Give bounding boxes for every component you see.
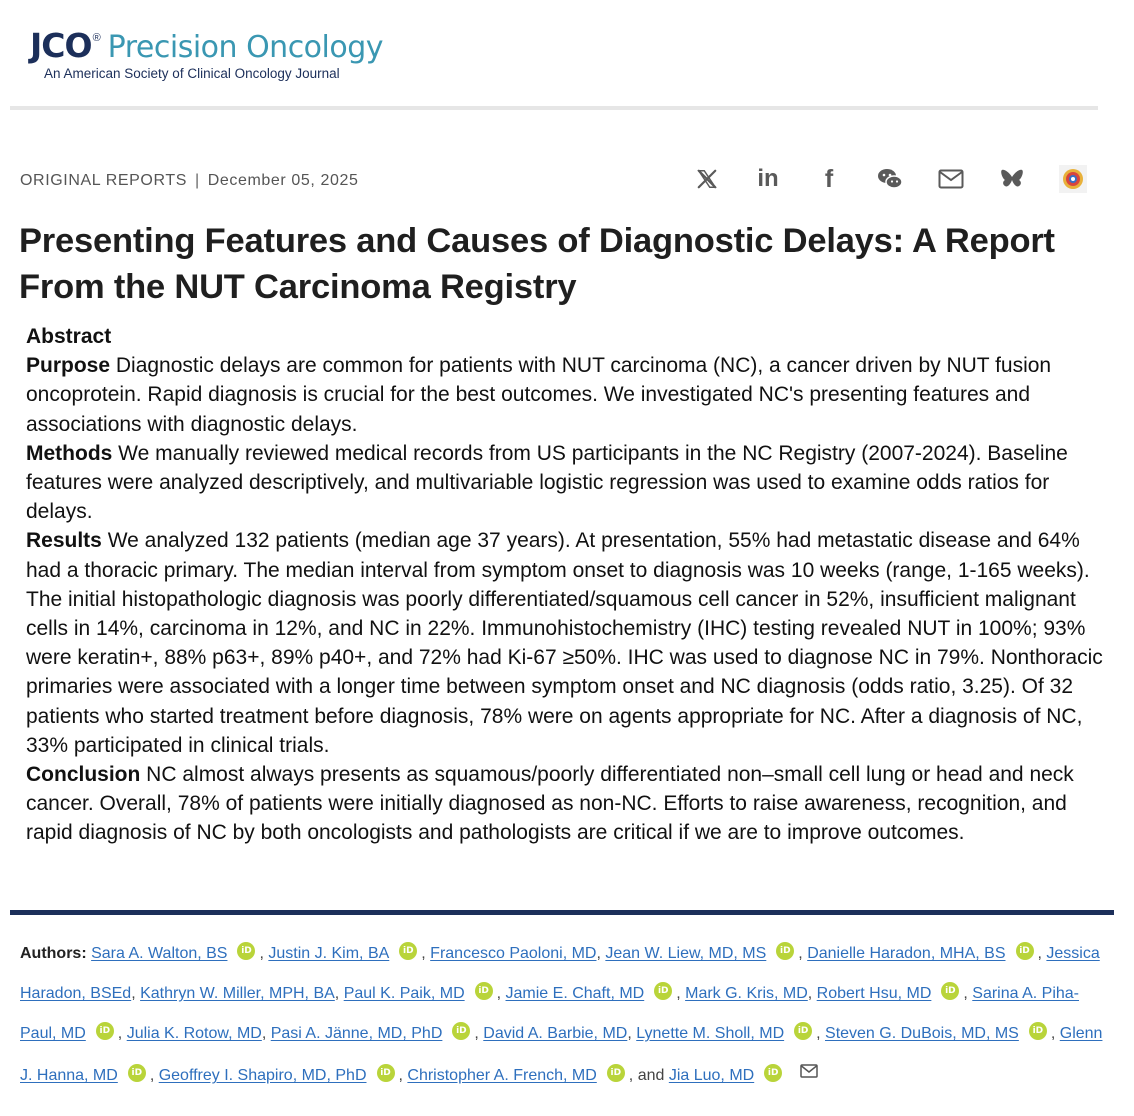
meta-separator: | bbox=[194, 172, 200, 189]
bluesky-icon[interactable] bbox=[997, 164, 1027, 194]
abstract-results bbox=[26, 526, 1106, 760]
article-date: December 05, 2025 bbox=[207, 172, 359, 189]
orcid-icon[interactable]: iD bbox=[776, 942, 794, 960]
facebook-icon[interactable] bbox=[814, 164, 844, 194]
author-separator: , bbox=[1050, 1025, 1060, 1042]
author-link[interactable]: Robert Hsu, MD bbox=[816, 985, 932, 1002]
linkedin-label: in bbox=[757, 165, 779, 192]
article-meta bbox=[20, 172, 358, 190]
author-separator: , bbox=[259, 945, 269, 962]
linkedin-icon[interactable] bbox=[753, 164, 783, 194]
orcid-icon[interactable]: iD bbox=[96, 1022, 114, 1040]
author-separator: , and bbox=[628, 1067, 669, 1084]
author-link[interactable]: Jean W. Liew, MD, MS bbox=[605, 945, 767, 962]
author-separator: , bbox=[798, 945, 808, 962]
journal-logo[interactable] bbox=[30, 26, 383, 81]
orcid-icon[interactable]: iD bbox=[764, 1064, 782, 1082]
abstract-purpose bbox=[26, 351, 1106, 439]
author-separator: , bbox=[421, 945, 431, 962]
author-separator: , bbox=[398, 1067, 408, 1084]
orcid-icon[interactable]: iD bbox=[128, 1064, 146, 1082]
author-link[interactable]: Mark G. Kris, MD bbox=[685, 985, 808, 1002]
orcid-icon[interactable]: iD bbox=[941, 982, 959, 1000]
orcid-icon[interactable]: iD bbox=[1016, 942, 1034, 960]
author-link[interactable]: Lynette M. Sholl, MD bbox=[636, 1025, 785, 1042]
article-title: Presenting Features and Causes of Diagnostic Delays: A Report From the NUT Carcinoma Registry bbox=[19, 222, 1055, 306]
journal-name: Precision Oncology bbox=[107, 30, 384, 65]
author-link[interactable]: Geoffrey I. Shapiro, MD, PhD bbox=[158, 1067, 367, 1084]
orcid-icon[interactable]: iD bbox=[794, 1022, 812, 1040]
author-separator: , bbox=[474, 1025, 484, 1042]
author-link[interactable]: Francesco Paoloni, MD bbox=[430, 945, 597, 962]
author-link[interactable]: Julia K. Rotow, MD bbox=[126, 1025, 262, 1042]
author-link[interactable]: Jia Luo, MD bbox=[668, 1067, 755, 1084]
section-text: NC almost always presents as squamous/poorly differentiated non–small cell lung or head and neck cancer. Overall, 78% of patients were initially diagnosed as non-NC. Efforts to raise awareness, recognition, and rapid diagnosis of NC by both oncologists and pathologists are critical if we are to improve outcomes. bbox=[26, 763, 1074, 845]
orcid-icon[interactable]: iD bbox=[452, 1022, 470, 1040]
author-separator: , bbox=[1037, 945, 1047, 962]
abstract-heading: Abstract bbox=[26, 325, 112, 348]
wechat-icon[interactable] bbox=[875, 164, 905, 194]
journal-subtitle: An American Society of Clinical Oncology Journal bbox=[44, 66, 340, 81]
author-separator: , bbox=[676, 985, 686, 1002]
article-type: ORIGINAL REPORTS bbox=[20, 172, 187, 189]
email-icon[interactable] bbox=[936, 164, 966, 194]
section-label: Conclusion bbox=[26, 763, 141, 787]
altmetric-icon[interactable] bbox=[1058, 164, 1088, 194]
author-link[interactable]: David A. Barbie, MD bbox=[483, 1025, 628, 1042]
author-separator: , bbox=[334, 985, 344, 1002]
author-link[interactable]: Steven G. DuBois, MD, MS bbox=[825, 1025, 1019, 1042]
author-link[interactable]: Christopher A. French, MD bbox=[407, 1067, 597, 1084]
author-separator: , bbox=[149, 1067, 159, 1084]
authors-label: Authors bbox=[20, 945, 82, 962]
author-link[interactable]: Kathryn W. Miller, MPH, BA bbox=[140, 985, 335, 1002]
section-text: We manually reviewed medical records from US participants in the NC Registry (2007-2024). Baseline features were analyzed descriptively, and multivariable logistic regression was used to examine odds ratios for delays. bbox=[26, 441, 1068, 524]
header-divider bbox=[10, 106, 1098, 110]
share-toolbar bbox=[692, 164, 1088, 194]
orcid-icon[interactable]: iD bbox=[475, 982, 493, 1000]
author-link[interactable]: Sarina A. Piha-Paul, MD bbox=[20, 985, 1079, 1042]
orcid-icon[interactable]: iD bbox=[654, 982, 672, 1000]
abstract bbox=[26, 322, 1106, 848]
author-separator: , bbox=[261, 1025, 271, 1042]
email-icon[interactable] bbox=[800, 1054, 818, 1094]
facebook-label: f bbox=[824, 164, 834, 193]
section-text: We analyzed 132 patients (median age 37 years). At presentation, 55% had metastatic disease and 64% had a thoracic primary. The median interval from symptom onset to diagnosis was 10 weeks (range, 1-165 weeks). The initial histopathologic diagnosis was poorly differentiated/squamous cell cancer in 52%, insufficient malignant cells in 14%, carcinoma in 12%, and NC in 22%. Immunohistochemistry (IHC) testing revealed NUT in 100%; 93% were keratin+, 88% p63+, 89% p40+, and 72% had Ki-67 ≥50%. IHC was used to diagnose NC in 79%. Nonthoracic primaries were associated with a longer time between symptom onset and NC diagnosis (odds ratio, 3.25). Of 32 patients who started treatment before diagnosis, 78% were on agents appropriate for NC. After a diagnosis of NC, 33% participated in clinical trials. bbox=[26, 529, 1103, 757]
orcid-icon[interactable]: iD bbox=[1029, 1022, 1047, 1040]
section-text: Diagnostic delays are common for patients with NUT carcinoma (NC), a cancer driven by NUT fusion oncoprotein. Rapid diagnosis is crucial for the best outcomes. We investigated NC's presenting features and associations with diagnostic delays. bbox=[26, 354, 1052, 436]
authors-colon: : bbox=[81, 945, 87, 962]
section-label: Results bbox=[26, 529, 102, 553]
abstract-conclusion bbox=[26, 760, 1106, 848]
author-link[interactable]: Glenn J. Hanna, MD bbox=[20, 1025, 1103, 1084]
authors-divider bbox=[10, 910, 1114, 915]
author-separator: , bbox=[963, 985, 973, 1002]
author-link[interactable]: Jessica Haradon, BSEd bbox=[20, 945, 1100, 1002]
author-separator: , bbox=[596, 945, 606, 962]
journal-short-name: JCO bbox=[30, 26, 92, 65]
authors-list bbox=[20, 934, 1110, 1096]
orcid-icon[interactable]: iD bbox=[607, 1064, 625, 1082]
author-separator: , bbox=[117, 1025, 127, 1042]
author-separator: , bbox=[807, 985, 817, 1002]
author-link[interactable]: Danielle Haradon, MHA, BS bbox=[807, 945, 1006, 962]
section-label: Purpose bbox=[26, 354, 111, 378]
author-separator: , bbox=[496, 985, 506, 1002]
author-link[interactable]: Paul K. Paik, MD bbox=[343, 985, 465, 1002]
author-link[interactable]: Jamie E. Chaft, MD bbox=[505, 985, 645, 1002]
abstract-methods bbox=[26, 439, 1106, 527]
author-separator: , bbox=[816, 1025, 826, 1042]
author-link[interactable]: Sara A. Walton, BS bbox=[91, 945, 228, 962]
author-separator: , bbox=[131, 985, 141, 1002]
orcid-icon[interactable]: iD bbox=[399, 942, 417, 960]
registered-mark: ® bbox=[92, 32, 101, 44]
orcid-icon[interactable]: iD bbox=[377, 1064, 395, 1082]
author-separator: , bbox=[627, 1025, 637, 1042]
author-link[interactable]: Justin J. Kim, BA bbox=[268, 945, 390, 962]
orcid-icon[interactable]: iD bbox=[237, 942, 255, 960]
section-label: Methods bbox=[26, 441, 113, 465]
author-link[interactable]: Pasi A. Jänne, MD, PhD bbox=[270, 1025, 443, 1042]
x-icon[interactable] bbox=[692, 164, 722, 194]
